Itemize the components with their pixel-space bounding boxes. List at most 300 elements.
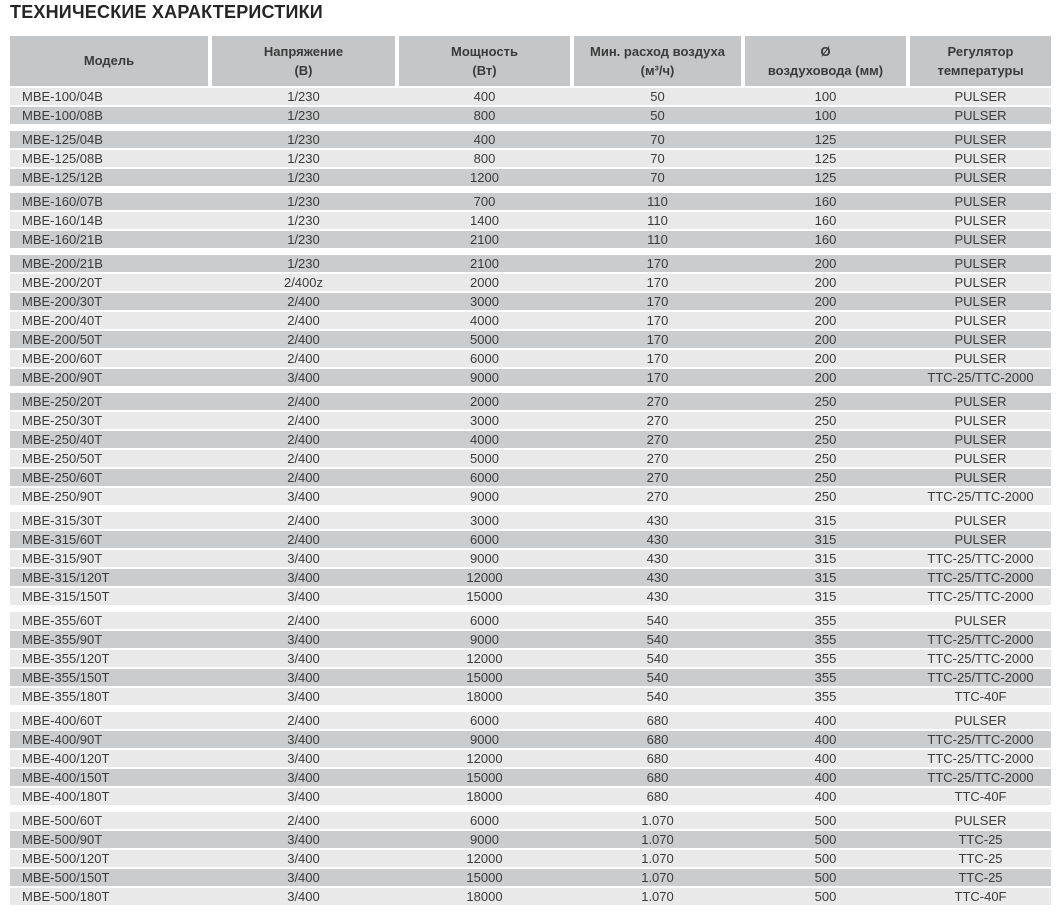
column-header-temp-regulator-line: температуры (937, 63, 1024, 78)
cell-model: MBE-200/40T (10, 312, 208, 329)
cell-voltage: 3/400 (212, 869, 395, 886)
cell-power: 6000 (399, 612, 570, 629)
cell-temp-regulator: TTC-25/TTC-2000 (910, 550, 1051, 567)
cell-duct-diameter: 315 (745, 569, 906, 586)
cell-temp-regulator: PULSER (910, 612, 1051, 629)
cell-min-airflow: 170 (574, 255, 741, 272)
cell-duct-diameter: 200 (745, 350, 906, 367)
column-header-duct-diameter-line: воздуховода (мм) (767, 63, 884, 78)
cell-temp-regulator: PULSER (910, 712, 1051, 729)
cell-voltage: 1/230 (212, 231, 395, 248)
cell-duct-diameter: 500 (745, 850, 906, 867)
cell-min-airflow: 110 (574, 212, 741, 229)
model-group (10, 512, 1051, 605)
cell-temp-regulator: TTC-25/TTC-2000 (910, 650, 1051, 667)
cell-temp-regulator: TTC-25/TTC-2000 (910, 588, 1051, 605)
cell-temp-regulator: PULSER (910, 312, 1051, 329)
cell-voltage: 2/400z (212, 274, 395, 291)
cell-min-airflow: 70 (574, 150, 741, 167)
cell-min-airflow: 540 (574, 612, 741, 629)
cell-min-airflow: 110 (574, 231, 741, 248)
cell-duct-diameter: 400 (745, 731, 906, 748)
cell-temp-regulator: TTC-25/TTC-2000 (910, 569, 1051, 586)
cell-min-airflow: 540 (574, 688, 741, 705)
table-row (10, 888, 1051, 905)
cell-power: 3000 (399, 512, 570, 529)
cell-temp-regulator: PULSER (910, 88, 1051, 105)
cell-power: 800 (399, 107, 570, 124)
model-group (10, 131, 1051, 186)
cell-duct-diameter: 100 (745, 88, 906, 105)
cell-voltage: 3/400 (212, 831, 395, 848)
table-row (10, 169, 1051, 186)
cell-duct-diameter: 160 (745, 212, 906, 229)
cell-min-airflow: 1.070 (574, 888, 741, 905)
cell-power: 4000 (399, 431, 570, 448)
cell-temp-regulator: PULSER (910, 531, 1051, 548)
table-row (10, 531, 1051, 548)
table-row (10, 650, 1051, 667)
cell-duct-diameter: 160 (745, 193, 906, 210)
cell-voltage: 3/400 (212, 688, 395, 705)
cell-min-airflow: 270 (574, 450, 741, 467)
cell-min-airflow: 50 (574, 88, 741, 105)
cell-min-airflow: 50 (574, 107, 741, 124)
cell-duct-diameter: 355 (745, 650, 906, 667)
cell-min-airflow: 430 (574, 512, 741, 529)
cell-power: 2100 (399, 231, 570, 248)
column-header-voltage-line: (В) (294, 63, 313, 78)
cell-duct-diameter: 200 (745, 312, 906, 329)
table-row (10, 431, 1051, 448)
cell-min-airflow: 170 (574, 350, 741, 367)
cell-power: 2000 (399, 274, 570, 291)
cell-temp-regulator: PULSER (910, 469, 1051, 486)
cell-voltage: 2/400 (212, 412, 395, 429)
cell-model: MBE-200/21B (10, 255, 208, 272)
cell-voltage: 3/400 (212, 488, 395, 505)
cell-model: MBE-250/50T (10, 450, 208, 467)
cell-power: 15000 (399, 588, 570, 605)
cell-min-airflow: 270 (574, 412, 741, 429)
cell-power: 3000 (399, 293, 570, 310)
cell-temp-regulator: TTC-25/TTC-2000 (910, 750, 1051, 767)
cell-duct-diameter: 315 (745, 550, 906, 567)
cell-temp-regulator: PULSER (910, 131, 1051, 148)
cell-temp-regulator: TTC-25/TTC-2000 (910, 488, 1051, 505)
table-row (10, 631, 1051, 648)
cell-temp-regulator: TTC-25 (910, 850, 1051, 867)
column-header-duct-diameter-line: Ø (820, 43, 831, 59)
cell-model: MBE-500/150T (10, 869, 208, 886)
cell-duct-diameter: 315 (745, 512, 906, 529)
table-row (10, 712, 1051, 729)
cell-min-airflow: 680 (574, 731, 741, 748)
cell-min-airflow: 540 (574, 669, 741, 686)
cell-temp-regulator: PULSER (910, 107, 1051, 124)
cell-temp-regulator: PULSER (910, 393, 1051, 410)
cell-temp-regulator: PULSER (910, 212, 1051, 229)
table-row (10, 669, 1051, 686)
cell-power: 9000 (399, 831, 570, 848)
table-row (10, 107, 1051, 124)
cell-duct-diameter: 250 (745, 393, 906, 410)
cell-model: MBE-125/08B (10, 150, 208, 167)
cell-power: 2000 (399, 393, 570, 410)
cell-model: MBE-160/21B (10, 231, 208, 248)
cell-min-airflow: 680 (574, 750, 741, 767)
cell-power: 400 (399, 131, 570, 148)
cell-voltage: 2/400 (212, 450, 395, 467)
cell-min-airflow: 70 (574, 169, 741, 186)
cell-model: MBE-315/30T (10, 512, 208, 529)
cell-min-airflow: 540 (574, 631, 741, 648)
cell-voltage: 3/400 (212, 550, 395, 567)
cell-min-airflow: 1.070 (574, 812, 741, 829)
cell-voltage: 2/400 (212, 393, 395, 410)
cell-voltage: 2/400 (212, 469, 395, 486)
cell-temp-regulator: PULSER (910, 512, 1051, 529)
cell-voltage: 2/400 (212, 712, 395, 729)
cell-power: 4000 (399, 312, 570, 329)
cell-model: MBE-315/120T (10, 569, 208, 586)
cell-min-airflow: 70 (574, 131, 741, 148)
cell-model: MBE-125/12B (10, 169, 208, 186)
cell-temp-regulator: TTC-25 (910, 869, 1051, 886)
cell-model: MBE-315/90T (10, 550, 208, 567)
cell-model: MBE-250/90T (10, 488, 208, 505)
cell-voltage: 3/400 (212, 731, 395, 748)
cell-power: 6000 (399, 812, 570, 829)
cell-temp-regulator: PULSER (910, 812, 1051, 829)
cell-duct-diameter: 355 (745, 669, 906, 686)
table-row (10, 212, 1051, 229)
cell-temp-regulator: PULSER (910, 274, 1051, 291)
table-row (10, 88, 1051, 105)
cell-model: MBE-500/120T (10, 850, 208, 867)
cell-duct-diameter: 250 (745, 469, 906, 486)
column-header-temp-regulator (910, 36, 1051, 86)
cell-voltage: 3/400 (212, 369, 395, 386)
cell-model: MBE-355/180T (10, 688, 208, 705)
cell-model: MBE-500/60T (10, 812, 208, 829)
cell-model: MBE-355/60T (10, 612, 208, 629)
table-row (10, 812, 1051, 829)
table-row (10, 612, 1051, 629)
table-row (10, 688, 1051, 705)
cell-duct-diameter: 400 (745, 769, 906, 786)
cell-duct-diameter: 125 (745, 150, 906, 167)
cell-duct-diameter: 200 (745, 255, 906, 272)
column-header-model-line: Модель (83, 53, 135, 69)
cell-power: 5000 (399, 450, 570, 467)
cell-temp-regulator: PULSER (910, 293, 1051, 310)
model-group (10, 193, 1051, 248)
cell-voltage: 3/400 (212, 769, 395, 786)
cell-model: MBE-200/60T (10, 350, 208, 367)
cell-voltage: 1/230 (212, 88, 395, 105)
cell-power: 12000 (399, 650, 570, 667)
cell-min-airflow: 430 (574, 569, 741, 586)
cell-min-airflow: 1.070 (574, 850, 741, 867)
cell-min-airflow: 270 (574, 488, 741, 505)
cell-model: MBE-400/90T (10, 731, 208, 748)
cell-duct-diameter: 400 (745, 750, 906, 767)
cell-min-airflow: 270 (574, 469, 741, 486)
cell-model: MBE-125/04B (10, 131, 208, 148)
cell-duct-diameter: 200 (745, 369, 906, 386)
cell-model: MBE-200/90T (10, 369, 208, 386)
table-row (10, 750, 1051, 767)
cell-min-airflow: 540 (574, 650, 741, 667)
cell-duct-diameter: 125 (745, 131, 906, 148)
column-header-model (10, 36, 208, 86)
cell-duct-diameter: 100 (745, 107, 906, 124)
cell-temp-regulator: TTC-40F (910, 888, 1051, 905)
cell-power: 9000 (399, 731, 570, 748)
cell-min-airflow: 680 (574, 788, 741, 805)
cell-temp-regulator: PULSER (910, 255, 1051, 272)
cell-model: MBE-400/120T (10, 750, 208, 767)
cell-model: MBE-355/120T (10, 650, 208, 667)
cell-power: 9000 (399, 550, 570, 567)
cell-temp-regulator: PULSER (910, 150, 1051, 167)
cell-model: MBE-315/150T (10, 588, 208, 605)
cell-voltage: 2/400 (212, 350, 395, 367)
cell-voltage: 3/400 (212, 631, 395, 648)
cell-model: MBE-250/60T (10, 469, 208, 486)
cell-min-airflow: 170 (574, 312, 741, 329)
cell-min-airflow: 680 (574, 712, 741, 729)
cell-power: 18000 (399, 888, 570, 905)
cell-power: 5000 (399, 331, 570, 348)
cell-duct-diameter: 125 (745, 169, 906, 186)
cell-duct-diameter: 250 (745, 431, 906, 448)
table-row (10, 231, 1051, 248)
cell-voltage: 2/400 (212, 812, 395, 829)
cell-power: 15000 (399, 869, 570, 886)
cell-model: MBE-355/150T (10, 669, 208, 686)
column-header-power-line: (Вт) (472, 63, 497, 78)
cell-min-airflow: 430 (574, 550, 741, 567)
column-header-temp-regulator-line: Регулятор (947, 43, 1014, 59)
cell-power: 15000 (399, 769, 570, 786)
cell-duct-diameter: 250 (745, 450, 906, 467)
cell-voltage: 3/400 (212, 650, 395, 667)
cell-model: MBE-355/90T (10, 631, 208, 648)
cell-power: 6000 (399, 531, 570, 548)
table-row (10, 569, 1051, 586)
cell-power: 18000 (399, 688, 570, 705)
cell-temp-regulator: PULSER (910, 331, 1051, 348)
cell-temp-regulator: PULSER (910, 412, 1051, 429)
cell-duct-diameter: 400 (745, 712, 906, 729)
page-title: ТЕХНИЧЕСКИЕ ХАРАКТЕРИСТИКИ (10, 2, 323, 22)
cell-duct-diameter: 250 (745, 488, 906, 505)
cell-power: 700 (399, 193, 570, 210)
cell-power: 6000 (399, 350, 570, 367)
cell-voltage: 1/230 (212, 150, 395, 167)
cell-voltage: 2/400 (212, 312, 395, 329)
cell-duct-diameter: 250 (745, 412, 906, 429)
cell-model: MBE-250/30T (10, 412, 208, 429)
table-row (10, 274, 1051, 291)
cell-voltage: 3/400 (212, 888, 395, 905)
cell-voltage: 3/400 (212, 850, 395, 867)
cell-model: MBE-200/30T (10, 293, 208, 310)
spec-table (10, 36, 1051, 912)
table-row (10, 131, 1051, 148)
table-row (10, 331, 1051, 348)
cell-min-airflow: 170 (574, 331, 741, 348)
cell-voltage: 2/400 (212, 612, 395, 629)
cell-temp-regulator: TTC-25/TTC-2000 (910, 731, 1051, 748)
cell-power: 400 (399, 88, 570, 105)
table-row (10, 350, 1051, 367)
table-row (10, 512, 1051, 529)
cell-temp-regulator: PULSER (910, 193, 1051, 210)
cell-temp-regulator: TTC-25 (910, 831, 1051, 848)
cell-voltage: 2/400 (212, 293, 395, 310)
cell-model: MBE-500/180T (10, 888, 208, 905)
cell-duct-diameter: 315 (745, 588, 906, 605)
cell-temp-regulator: PULSER (910, 350, 1051, 367)
table-row (10, 193, 1051, 210)
cell-temp-regulator: PULSER (910, 231, 1051, 248)
cell-power: 2100 (399, 255, 570, 272)
cell-min-airflow: 1.070 (574, 831, 741, 848)
table-row (10, 588, 1051, 605)
column-header-voltage-line: Напряжение (263, 43, 344, 59)
table-row (10, 412, 1051, 429)
column-header-min-airflow (574, 36, 741, 86)
cell-power: 1400 (399, 212, 570, 229)
model-group (10, 255, 1051, 386)
cell-temp-regulator: TTC-25/TTC-2000 (910, 769, 1051, 786)
table-row (10, 369, 1051, 386)
column-header-voltage (212, 36, 395, 86)
model-group (10, 393, 1051, 505)
column-header-min-airflow-line: (м³/ч) (640, 63, 675, 78)
cell-duct-diameter: 355 (745, 688, 906, 705)
table-row (10, 850, 1051, 867)
table-row (10, 312, 1051, 329)
cell-temp-regulator: PULSER (910, 431, 1051, 448)
cell-temp-regulator: TTC-25/TTC-2000 (910, 369, 1051, 386)
cell-min-airflow: 270 (574, 393, 741, 410)
cell-voltage: 2/400 (212, 431, 395, 448)
cell-min-airflow: 110 (574, 193, 741, 210)
cell-model: MBE-200/20T (10, 274, 208, 291)
cell-duct-diameter: 500 (745, 869, 906, 886)
cell-power: 9000 (399, 488, 570, 505)
cell-power: 18000 (399, 788, 570, 805)
model-group (10, 88, 1051, 124)
cell-min-airflow: 1.070 (574, 869, 741, 886)
cell-duct-diameter: 200 (745, 274, 906, 291)
cell-model: MBE-500/90T (10, 831, 208, 848)
table-row (10, 469, 1051, 486)
cell-model: MBE-315/60T (10, 531, 208, 548)
cell-model: MBE-100/04B (10, 88, 208, 105)
cell-voltage: 1/230 (212, 169, 395, 186)
column-header-power (399, 36, 570, 86)
model-group (10, 712, 1051, 805)
cell-voltage: 3/400 (212, 569, 395, 586)
cell-power: 12000 (399, 850, 570, 867)
cell-voltage: 3/400 (212, 788, 395, 805)
table-row (10, 769, 1051, 786)
cell-model: MBE-400/180T (10, 788, 208, 805)
cell-power: 6000 (399, 469, 570, 486)
cell-duct-diameter: 500 (745, 812, 906, 829)
table-row (10, 393, 1051, 410)
cell-power: 12000 (399, 569, 570, 586)
table-row (10, 788, 1051, 805)
table-row (10, 731, 1051, 748)
cell-duct-diameter: 315 (745, 531, 906, 548)
cell-power: 9000 (399, 631, 570, 648)
cell-min-airflow: 680 (574, 769, 741, 786)
cell-power: 9000 (399, 369, 570, 386)
cell-duct-diameter: 500 (745, 831, 906, 848)
cell-voltage: 3/400 (212, 750, 395, 767)
column-header-min-airflow-line: Мин. расход воздуха (590, 43, 725, 59)
cell-voltage: 1/230 (212, 193, 395, 210)
model-group (10, 612, 1051, 705)
cell-temp-regulator: TTC-40F (910, 688, 1051, 705)
table-row (10, 293, 1051, 310)
cell-duct-diameter: 200 (745, 331, 906, 348)
table-row (10, 869, 1051, 886)
table-row (10, 550, 1051, 567)
cell-model: MBE-100/08B (10, 107, 208, 124)
cell-voltage: 3/400 (212, 669, 395, 686)
cell-min-airflow: 270 (574, 431, 741, 448)
cell-model: MBE-160/07B (10, 193, 208, 210)
cell-min-airflow: 170 (574, 293, 741, 310)
cell-voltage: 3/400 (212, 588, 395, 605)
cell-power: 1200 (399, 169, 570, 186)
column-header-power-line: Мощность (451, 43, 518, 59)
cell-voltage: 2/400 (212, 531, 395, 548)
cell-min-airflow: 170 (574, 274, 741, 291)
table-row (10, 255, 1051, 272)
cell-temp-regulator: TTC-40F (910, 788, 1051, 805)
cell-temp-regulator: TTC-25/TTC-2000 (910, 669, 1051, 686)
cell-model: MBE-400/60T (10, 712, 208, 729)
cell-power: 15000 (399, 669, 570, 686)
cell-temp-regulator: TTC-25/TTC-2000 (910, 631, 1051, 648)
cell-power: 3000 (399, 412, 570, 429)
cell-voltage: 1/230 (212, 131, 395, 148)
cell-duct-diameter: 160 (745, 231, 906, 248)
table-header-row (10, 36, 1051, 86)
cell-voltage: 1/230 (212, 255, 395, 272)
cell-model: MBE-250/20T (10, 393, 208, 410)
table-row (10, 150, 1051, 167)
cell-min-airflow: 430 (574, 531, 741, 548)
cell-model: MBE-200/50T (10, 331, 208, 348)
cell-voltage: 2/400 (212, 512, 395, 529)
column-header-duct-diameter (745, 36, 906, 86)
table-row (10, 831, 1051, 848)
cell-duct-diameter: 355 (745, 612, 906, 629)
cell-duct-diameter: 200 (745, 293, 906, 310)
cell-model: MBE-400/150T (10, 769, 208, 786)
cell-voltage: 2/400 (212, 331, 395, 348)
cell-duct-diameter: 500 (745, 888, 906, 905)
